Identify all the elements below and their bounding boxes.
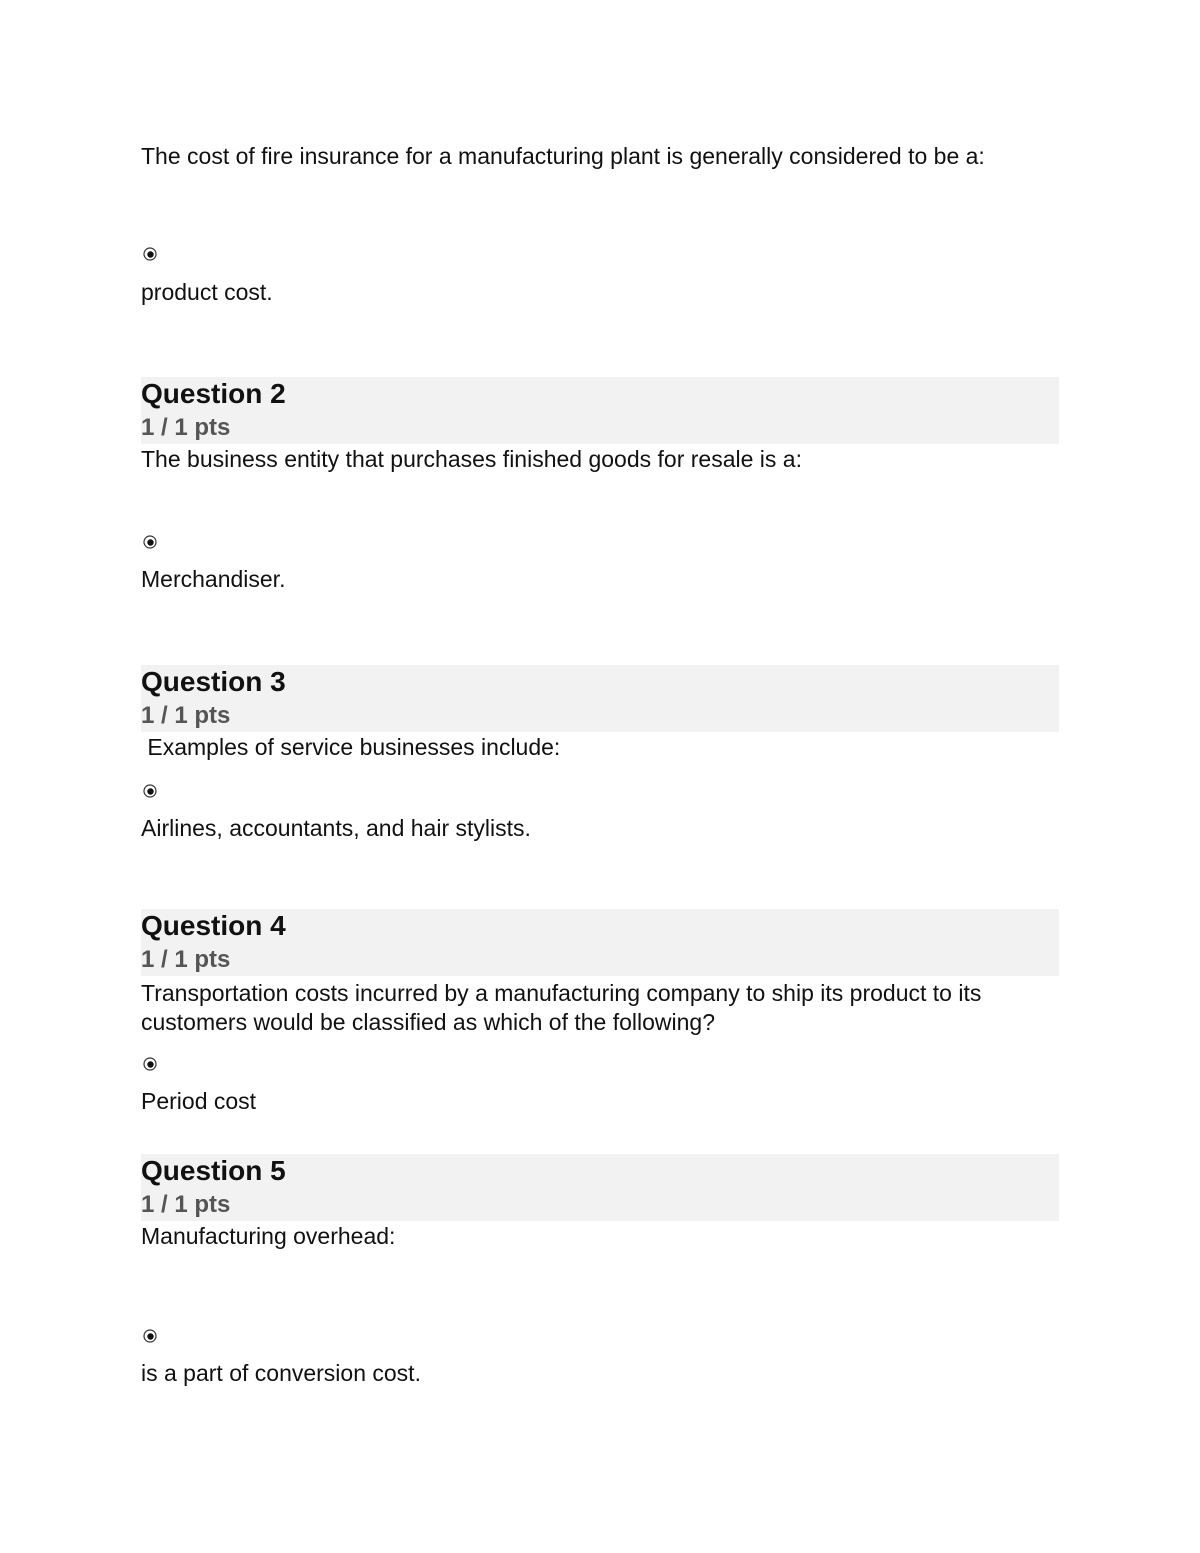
question-4-text: Transportation costs incurred by a manufacturing company to ship its product to its customers would be classified as which of the following? bbox=[141, 980, 982, 1035]
radio-selected-icon[interactable] bbox=[143, 1057, 157, 1071]
question-5-points: 1 / 1 pts bbox=[141, 1191, 231, 1218]
question-5-title: Question 5 bbox=[141, 1155, 286, 1186]
question-3-title: Question 3 bbox=[141, 666, 286, 697]
radio-selected-icon[interactable] bbox=[143, 784, 157, 798]
question-3-text: Examples of service businesses include: bbox=[141, 734, 561, 760]
radio-selected-icon[interactable] bbox=[143, 535, 157, 549]
question-5-answer: is a part of conversion cost. bbox=[141, 1360, 421, 1386]
question-2-text: The business entity that purchases finished goods for resale is a: bbox=[141, 446, 802, 472]
question-2-answer: Merchandiser. bbox=[141, 566, 286, 592]
question-1-answer: product cost. bbox=[141, 279, 273, 305]
radio-selected-icon[interactable] bbox=[143, 1329, 157, 1343]
question-2-points: 1 / 1 pts bbox=[141, 414, 231, 441]
question-4-title: Question 4 bbox=[141, 910, 286, 941]
question-3-header bbox=[141, 665, 1059, 732]
question-4-answer: Period cost bbox=[141, 1088, 257, 1114]
question-4-header bbox=[141, 909, 1059, 976]
question-3-points: 1 / 1 pts bbox=[141, 702, 231, 729]
radio-selected-icon[interactable] bbox=[143, 247, 157, 261]
question-2-header bbox=[141, 377, 1059, 444]
question-5-header bbox=[141, 1154, 1059, 1221]
question-5-text: Manufacturing overhead: bbox=[141, 1223, 396, 1249]
question-1-text: The cost of fire insurance for a manufacturing plant is generally considered to be a: bbox=[141, 143, 985, 169]
question-3-answer: Airlines, accountants, and hair stylists. bbox=[141, 815, 531, 841]
question-2-title: Question 2 bbox=[141, 378, 286, 409]
question-4-points: 1 / 1 pts bbox=[141, 946, 231, 973]
